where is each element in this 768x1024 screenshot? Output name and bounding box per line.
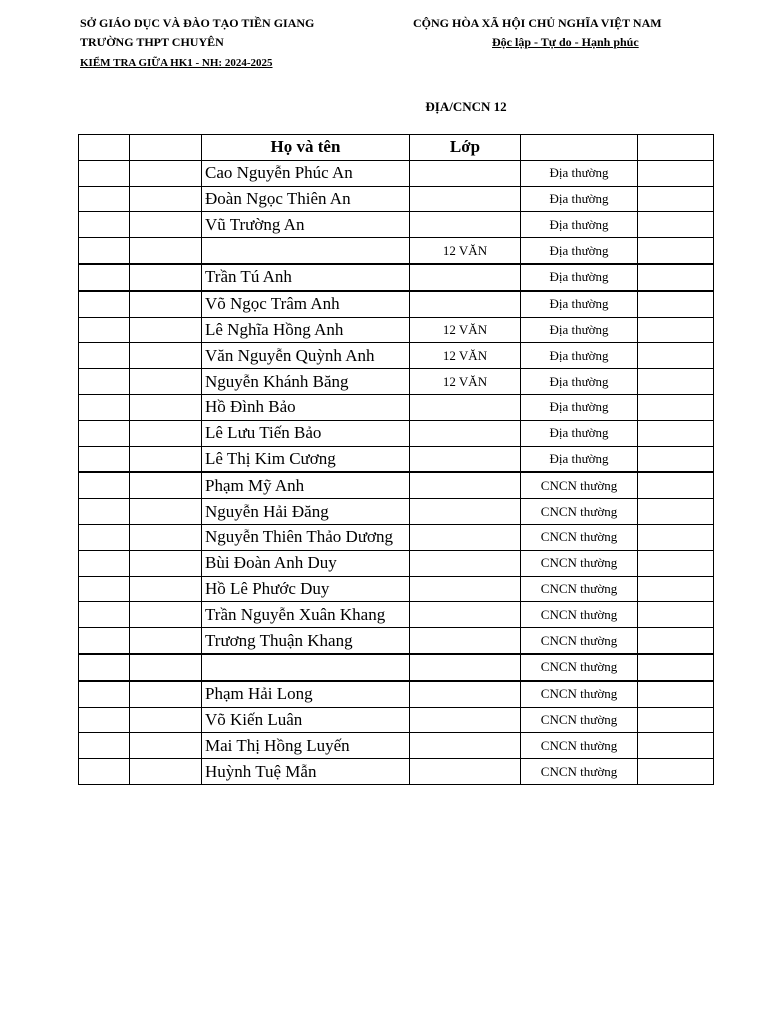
- student-class: [410, 524, 521, 550]
- row-blank-1: [79, 394, 130, 420]
- header-blank-1: [79, 135, 130, 161]
- row-blank-3: [638, 628, 714, 654]
- school-name: TRƯỜNG THPT CHUYÊN: [80, 35, 224, 49]
- student-name: Nguyễn Hải Đăng: [202, 499, 410, 525]
- table-row: [79, 446, 714, 472]
- table-row: [79, 550, 714, 576]
- row-blank-3: [638, 160, 714, 186]
- table-row: [79, 317, 714, 343]
- row-blank-3: [638, 499, 714, 525]
- header-blank-2: [130, 135, 202, 161]
- row-blank-2: [130, 681, 202, 707]
- student-class: [410, 654, 521, 681]
- header-blank-3: [638, 135, 714, 161]
- row-blank-1: [79, 264, 130, 291]
- student-name: Hồ Lê Phước Duy: [202, 576, 410, 602]
- agency-name: SỞ GIÁO DỤC VÀ ĐÀO TẠO TIỀN GIANG: [80, 16, 315, 30]
- row-blank-2: [130, 759, 202, 785]
- student-name: Cao Nguyễn Phúc An: [202, 160, 410, 186]
- student-name: Trần Nguyễn Xuân Khang: [202, 602, 410, 628]
- row-blank-1: [79, 160, 130, 186]
- row-blank-3: [638, 759, 714, 785]
- exam-group: CNCN thường: [521, 628, 638, 654]
- student-name: [202, 654, 410, 681]
- student-name: Văn Nguyễn Quỳnh Anh: [202, 343, 410, 369]
- exam-group: Địa thường: [521, 420, 638, 446]
- row-blank-2: [130, 733, 202, 759]
- table-row: [79, 759, 714, 785]
- exam-group: CNCN thường: [521, 576, 638, 602]
- row-blank-2: [130, 446, 202, 472]
- exam-group: Địa thường: [521, 186, 638, 212]
- table-row: [79, 654, 714, 681]
- student-class: [410, 733, 521, 759]
- student-name: Phạm Hải Long: [202, 681, 410, 707]
- row-blank-2: [130, 238, 202, 264]
- table-row: [79, 369, 714, 395]
- row-blank-1: [79, 420, 130, 446]
- exam-group: CNCN thường: [521, 654, 638, 681]
- row-blank-2: [130, 707, 202, 733]
- exam-group: Địa thường: [521, 212, 638, 238]
- exam-title: KIỂM TRA GIỮA HK1 - NH: 2024-2025: [80, 57, 273, 69]
- row-blank-1: [79, 733, 130, 759]
- table-row: [79, 524, 714, 550]
- student-name: Huỳnh Tuệ Mẫn: [202, 759, 410, 785]
- row-blank-1: [79, 343, 130, 369]
- student-class: [410, 499, 521, 525]
- row-blank-3: [638, 186, 714, 212]
- student-name: [202, 238, 410, 264]
- table-row: [79, 576, 714, 602]
- exam-group: Địa thường: [521, 446, 638, 472]
- table-row: [79, 264, 714, 291]
- student-name: Đoàn Ngọc Thiên An: [202, 186, 410, 212]
- student-name: Phạm Mỹ Anh: [202, 472, 410, 498]
- student-class: [410, 550, 521, 576]
- row-blank-2: [130, 602, 202, 628]
- row-blank-1: [79, 212, 130, 238]
- student-class: [410, 576, 521, 602]
- row-blank-3: [638, 238, 714, 264]
- student-roster-table: [78, 134, 714, 785]
- student-name: Vũ Trường An: [202, 212, 410, 238]
- exam-group: Địa thường: [521, 317, 638, 343]
- student-class: [410, 707, 521, 733]
- row-blank-3: [638, 264, 714, 291]
- row-blank-2: [130, 317, 202, 343]
- row-blank-1: [79, 446, 130, 472]
- exam-group: CNCN thường: [521, 472, 638, 498]
- row-blank-2: [130, 524, 202, 550]
- exam-group: Địa thường: [521, 343, 638, 369]
- student-class: 12 VĂN: [410, 238, 521, 264]
- row-blank-2: [130, 576, 202, 602]
- table-header-row: [79, 135, 714, 161]
- exam-group: CNCN thường: [521, 733, 638, 759]
- row-blank-3: [638, 472, 714, 498]
- student-name: Bùi Đoàn Anh Duy: [202, 550, 410, 576]
- row-blank-1: [79, 681, 130, 707]
- student-class: 12 VĂN: [410, 369, 521, 395]
- student-class: [410, 446, 521, 472]
- exam-group: Địa thường: [521, 394, 638, 420]
- table-row: [79, 343, 714, 369]
- row-blank-3: [638, 369, 714, 395]
- row-blank-1: [79, 628, 130, 654]
- row-blank-3: [638, 707, 714, 733]
- table-row: [79, 681, 714, 707]
- row-blank-1: [79, 550, 130, 576]
- student-name: Lê Thị Kim Cương: [202, 446, 410, 472]
- student-class: [410, 186, 521, 212]
- row-blank-1: [79, 472, 130, 498]
- student-name: Võ Kiến Luân: [202, 707, 410, 733]
- row-blank-3: [638, 654, 714, 681]
- row-blank-1: [79, 317, 130, 343]
- row-blank-3: [638, 420, 714, 446]
- table-body: [79, 160, 714, 784]
- row-blank-2: [130, 291, 202, 317]
- row-blank-1: [79, 759, 130, 785]
- row-blank-2: [130, 628, 202, 654]
- table-row: [79, 602, 714, 628]
- student-class: [410, 759, 521, 785]
- student-class: 12 VĂN: [410, 317, 521, 343]
- student-class: [410, 291, 521, 317]
- table-row: [79, 291, 714, 317]
- student-class: [410, 420, 521, 446]
- row-blank-3: [638, 576, 714, 602]
- exam-group: CNCN thường: [521, 602, 638, 628]
- exam-group: CNCN thường: [521, 681, 638, 707]
- row-blank-2: [130, 499, 202, 525]
- student-name: Trần Tú Anh: [202, 264, 410, 291]
- student-class: [410, 160, 521, 186]
- row-blank-3: [638, 681, 714, 707]
- republic-title: CỘNG HÒA XÃ HỘI CHỦ NGHĨA VIỆT NAM: [413, 16, 662, 30]
- row-blank-1: [79, 499, 130, 525]
- exam-group: Địa thường: [521, 238, 638, 264]
- table-row: [79, 160, 714, 186]
- student-class: [410, 264, 521, 291]
- student-name: Lê Nghĩa Hồng Anh: [202, 317, 410, 343]
- student-name: Trương Thuận Khang: [202, 628, 410, 654]
- row-blank-2: [130, 160, 202, 186]
- table-row: [79, 186, 714, 212]
- row-blank-3: [638, 343, 714, 369]
- exam-group: Địa thường: [521, 264, 638, 291]
- student-class: [410, 628, 521, 654]
- header-class: Lớp: [410, 135, 521, 161]
- table-row: [79, 707, 714, 733]
- row-blank-2: [130, 420, 202, 446]
- national-motto: Độc lập - Tự do - Hạnh phúc: [492, 35, 639, 49]
- row-blank-2: [130, 654, 202, 681]
- table-row: [79, 628, 714, 654]
- row-blank-1: [79, 186, 130, 212]
- student-class: [410, 681, 521, 707]
- row-blank-3: [638, 446, 714, 472]
- row-blank-1: [79, 576, 130, 602]
- row-blank-2: [130, 264, 202, 291]
- row-blank-3: [638, 733, 714, 759]
- row-blank-1: [79, 524, 130, 550]
- exam-group: CNCN thường: [521, 550, 638, 576]
- row-blank-1: [79, 602, 130, 628]
- student-class: [410, 394, 521, 420]
- header-name: Họ và tên: [202, 135, 410, 161]
- exam-group: CNCN thường: [521, 707, 638, 733]
- row-blank-2: [130, 394, 202, 420]
- table-row: [79, 472, 714, 498]
- row-blank-1: [79, 291, 130, 317]
- table-row: [79, 238, 714, 264]
- student-class: [410, 602, 521, 628]
- student-class: [410, 472, 521, 498]
- row-blank-3: [638, 602, 714, 628]
- exam-group: CNCN thường: [521, 524, 638, 550]
- row-blank-1: [79, 238, 130, 264]
- exam-group: Địa thường: [521, 369, 638, 395]
- row-blank-1: [79, 654, 130, 681]
- row-blank-3: [638, 212, 714, 238]
- row-blank-2: [130, 343, 202, 369]
- header-group: [521, 135, 638, 161]
- exam-group: CNCN thường: [521, 759, 638, 785]
- row-blank-2: [130, 186, 202, 212]
- row-blank-3: [638, 291, 714, 317]
- table-row: [79, 499, 714, 525]
- row-blank-2: [130, 550, 202, 576]
- table-row: [79, 420, 714, 446]
- student-name: Hồ Đình Bảo: [202, 394, 410, 420]
- student-name: Lê Lưu Tiến Bảo: [202, 420, 410, 446]
- student-name: Võ Ngọc Trâm Anh: [202, 291, 410, 317]
- row-blank-1: [79, 369, 130, 395]
- row-blank-3: [638, 524, 714, 550]
- student-name: Nguyễn Khánh Băng: [202, 369, 410, 395]
- exam-group: CNCN thường: [521, 499, 638, 525]
- row-blank-3: [638, 317, 714, 343]
- student-name: Mai Thị Hồng Luyến: [202, 733, 410, 759]
- row-blank-3: [638, 394, 714, 420]
- student-class: 12 VĂN: [410, 343, 521, 369]
- row-blank-2: [130, 212, 202, 238]
- row-blank-2: [130, 472, 202, 498]
- row-blank-1: [79, 707, 130, 733]
- exam-group: Địa thường: [521, 160, 638, 186]
- table-row: [79, 733, 714, 759]
- table-row: [79, 394, 714, 420]
- row-blank-2: [130, 369, 202, 395]
- student-name: Nguyễn Thiên Thảo Dương: [202, 524, 410, 550]
- row-blank-3: [638, 550, 714, 576]
- exam-group: Địa thường: [521, 291, 638, 317]
- table-row: [79, 212, 714, 238]
- subject-title: ĐỊA/CNCN 12: [425, 99, 507, 114]
- student-class: [410, 212, 521, 238]
